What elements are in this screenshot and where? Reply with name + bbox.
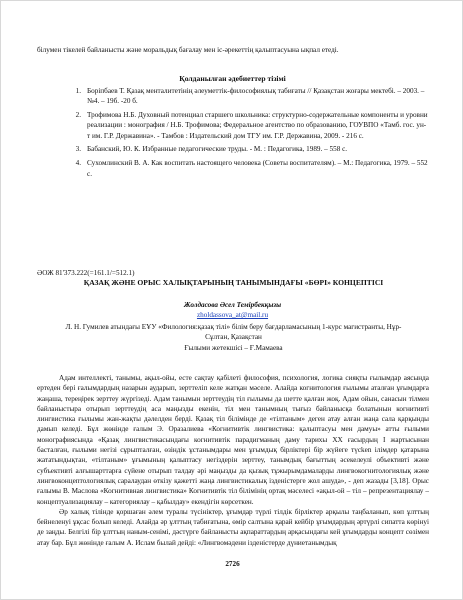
article-title: ҚАЗАҚ ЖӘНЕ ОРЫС ХАЛЫҚТАРЫНЫҢ ТАНЫМЫНДАҒЫ «БӨРІ» КОНЦЕПТІСІ: [83, 278, 384, 287]
email-link[interactable]: zholdassova_at@mail.ru: [196, 311, 269, 319]
reference-number: 1.: [75, 87, 81, 95]
reference-number: 3.: [75, 145, 81, 154]
reference-item: [67, 86, 429, 107]
page-number: 2726: [225, 560, 240, 568]
reference-item: [67, 144, 429, 154]
author-name: Жолдасова Әсел Темірбекқызы: [183, 301, 282, 309]
udc-code: ӘОЖ 81'373.222(=161.1/=512.1): [37, 269, 135, 277]
reference-item: [67, 110, 429, 141]
reference-number: 4.: [75, 159, 81, 168]
reference-text: Бабанский, Ю. К. Избранные педагогические труды. - М. : Педагогика, 1989. – 558 с.: [87, 145, 348, 154]
reference-text: Трофимова Н.Б. Духовный потенциал старшего школьника: структурно-содержательные компоненты и уровни реализации : монография / Н.Б. Трофимова; Федеральное агентство по образованию, ГОУВПО «Тамб. гос. ун-т им. Г.Р. Державина». - Тамбов : Издательский дом ТГУ им. Г.Р. Державина, 2009. - 216 с.: [87, 111, 428, 140]
reference-number: 2.: [75, 111, 81, 120]
reference-text: Сухомлинский В. А. Как воспитать настоящего человека (Советы воспитателям). – М.: Педагогика, 1979. – 552 с.: [87, 159, 428, 178]
affiliation-text: Л. Н. Гумилев атындағы ЕҰУ «Филология:қазақ тілі» білім беру бағдарламасының 1-курс магистранты, Нұр-Сұлтан, Қазақстан: [65, 323, 402, 342]
references-heading: Қолданылған әдебиеттер тізімі: [179, 74, 286, 83]
intro-paragraph: білумен тікелей байланысты және моральдық бағалау мен іс-әрекеттің қалыптасуына ықпал етеді.: [37, 46, 339, 54]
body-paragraph: Әр халық тілінде қоршаған әлем туралы түсініктер, ұғымдар түрлі тілдік бірліктер арқылы таңбаланып, көп ұлттың бейнеленуі ұқсас болып келеді. Алайда әр ұлттың табиғатына, өмір салтына қарай кейбір ұғымдардың әртүрлі сипатта көрінуі де заңды. Белгілі бір ұлттың наным-сенімі, дәстүрге байланысты ақпараттардың арқасындағы кей ұғымдарды концепт сөзімен атау бар. Бұл жөнінде ғалым А. Ислам былай дейді: «Лингвомәдени ізденістерде дүниетанымдық: [37, 507, 429, 547]
body-paragraph: Адам интеллекті, танымы, ақыл-ойы, есте сақтау қабілеті философия, психология, логика сияқты ғылымдар аясында ертеден бері ғалымдардың назарын аударып, зерттеліп келе жатқан мәселе. Алайда когнитология ғылымы аталған ұғымдарға жаңаша, тереңірек зерттеу жүргізеді. Адам танымын зерттеудің тіл ғылымы да шетте қалған жоқ. Адам ойын, санасын тілмен байланыстыра отырып зерттеудің аса маңызды екенін, тіл мен танымның тығыз байланысқа болатынын когнитивті лингвистика ғылымы жан-жақты дәлелден берді. Қазақ тіл білімінде де «тілтаным» деген атау алған жаңа сала қарқынды дамып келеді. Бұл жөнінде ғалым Э. Оразалиева «Когнитивтік лингвистика: қалыптасуы мен дамуы» атты ғылыми монографиясында «Қазақ лингвистикасындағы когнитивтік парадигманың даму тарихы XX ғасырдың I жартысынан басталған, ғылыми негізі сұрыпталған, өзіндік ұстанымдары мен ұғымдық бірліктері бір жүйеге түсken ілімдер қатарына жататындықтан, «тілтаным» ұғымының қалыптасу негіздерін зерттеу, танымдық бағыттың әсекелеулі объективті және субъективті алғышарттарға сүйене отырып талдау әрі маңызды да қызық тұжырымдамаларды лингвокогнитологиялық және лингвоконцептологиялық саралаудан өткізу қажетті жаңа лингвистикалық ізденістерге жол ашуда», - деп жазады [3,18]. Орыс ғалымы В. Маслова «Когнитивная лингвистика» Когнитивтік тіл білімінің ортақ мәселесі «ақыл-ой – тіл – репрезентациялау – концептуализациялау – категориялау – қабылдау» екендігін көрсеткен.: [37, 374, 429, 506]
author-email: [1, 311, 463, 319]
affiliation-block: [61, 322, 406, 353]
references-list: [67, 86, 429, 182]
advisor-text: Ғылыми жетекшісі – Ғ.Мамаева: [184, 343, 283, 352]
article-body: [37, 373, 429, 548]
reference-text: Боріпбаев Т. Қазақ менталитетінің әлеуметтік-философиялық табиғаты // Қазақстан жоғары мектебі. – 2003. – №4. – 19б. -20 б.: [87, 87, 425, 106]
reference-item: [67, 158, 429, 179]
